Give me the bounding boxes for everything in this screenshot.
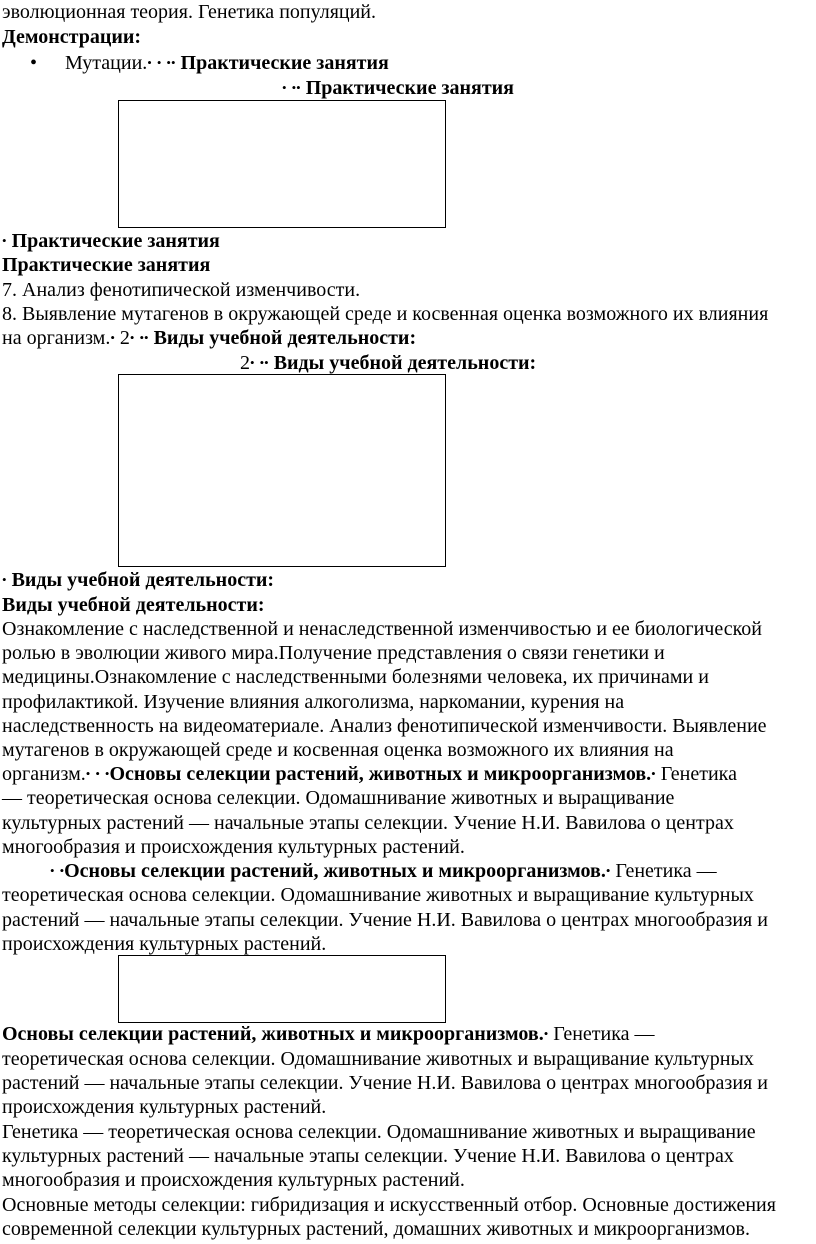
text-line: мутагенов в окружающей среде и косвенная оценка возможного их влияния на [2,739,674,761]
bold-text: Виды учебной деятельности: [273,352,537,374]
bullet-icon: • [144,330,149,345]
text-span: Генетика — [553,1023,655,1045]
bullet-icon: • [156,55,162,70]
bullet-icon: • [605,863,611,878]
bullet-line [2,568,274,592]
bullet-icon: • [291,80,297,95]
bullet-icon: • [282,80,287,95]
bold-text: Основы селекции растений, животных и микроорганизмов. [64,860,606,882]
bold-text: Основы селекции растений, животных и микроорганизмов. [2,1023,544,1045]
bullet-icon: • [2,233,7,248]
bold-text: Практические занятия [11,230,220,252]
list-bullet: • [30,52,38,74]
text-line: профилактикой. Изучение влияния алкоголизма, наркомании, курения на [2,691,625,713]
bullet-icon: • [139,330,145,345]
bold-text: Виды учебной деятельности: [153,327,417,349]
text-line: происхождения культурных растений. [2,933,327,955]
text-span: Генетика [660,763,737,785]
text-line: 8. Выявление мутагенов в окружающей среде и косвенная оценка возможного их влияния [2,303,769,325]
text-line: теоретическая основа селекции. Одомашнивание животных и выращивание культурных [2,1048,754,1070]
bold-text: Основы селекции растений, животных и микроорганизмов. [109,763,652,785]
text-line [2,1022,655,1046]
heading-activities: Виды учебной деятельности: [2,594,265,616]
bullet-icon: • [250,355,255,370]
bullet-icon: • [110,330,115,345]
text-span: 2 [240,352,250,374]
text-line: культурных растений — начальные этапы селекции. Учение Н.И. Вавилова о центрах [2,812,734,834]
text-line [2,762,737,786]
bullet-icon: • [170,55,176,70]
text-span: организм. [2,763,86,785]
bullet-icon: • [651,766,656,781]
text-line: многообразия и происхождения культурных растений. [2,1169,465,1191]
text-line: культурных растений — начальные этапы селекции. Учение Н.И. Вавилова о центрах [2,1145,734,1167]
bullet-icon: • [104,766,110,781]
bullet-icon: • [147,55,152,70]
text-line: — теоретическая основа селекции. Одомашнивание животных и выращивание [2,787,675,809]
bullet-icon: • [85,766,91,781]
list-item-text: Мутации. [65,52,148,74]
bullet-icon: • [543,1026,549,1041]
text-line [2,326,416,350]
bullet-icon: • [50,863,55,878]
bullet-icon: • [166,55,171,70]
bullet-icon: • [264,355,269,370]
bullet-line [2,229,220,253]
list-item-mutations [30,51,389,75]
text-span: 2 [119,327,130,349]
text-line: современной селекции культурных растений, домашних животных и микроорганизмов. [2,1218,750,1240]
image-placeholder [118,955,446,1023]
text-line: Ознакомление с наследственной и ненаследственной изменчивостью и ее биологической [2,618,762,640]
bullet-icon: • [2,572,7,587]
bullet-icon: • [259,355,265,370]
centered-line [282,76,514,100]
text-line: 7. Анализ фенотипической изменчивости. [2,279,361,301]
bold-text: Виды учебной деятельности: [11,569,275,591]
text-line: многообразия и происхождения культурных растений. [2,836,465,858]
text-line [50,859,717,883]
heading-demonstrations: Демонстрации: [2,26,142,48]
bullet-icon: • [59,863,65,878]
text-line: Основные методы селекции: гибридизация и искусственный отбор. Основные достижения [2,1194,776,1216]
text-line: теоретическая основа селекции. Одомашнивание животных и выращивание культурных [2,884,754,906]
image-placeholder [118,100,446,228]
bold-text: Практические занятия [305,77,514,99]
image-placeholder [118,374,446,567]
text-line: эволюционная теория. Генетика популяций. [2,1,377,23]
text-line: растений — начальные этапы селекции. Учение Н.И. Вавилова о центрах многообразия и [2,909,768,931]
heading-practical: Практические занятия [2,254,211,276]
text-span: Генетика — [615,860,717,882]
centered-line [240,351,536,375]
bullet-icon: • [95,766,100,781]
bullet-icon: • [129,330,135,345]
text-line: наследственность на видеоматериале. Анализ фенотипической изменчивости. Выявление [2,715,767,737]
bold-text: Практические занятия [180,52,389,74]
text-line: медицины.Ознакомление с наследственными болезнями человека, их причинами и [2,666,709,688]
text-span: на организм. [2,327,111,349]
text-line: ролью в эволюции живого мира.Получение представления о связи генетики и [2,642,665,664]
text-line: растений — начальные этапы селекции. Учение Н.И. Вавилова о центрах многообразия и [2,1072,768,1094]
text-line: происхождения культурных растений. [2,1096,327,1118]
bullet-icon: • [296,80,301,95]
text-line: Генетика — теоретическая основа селекции. Одомашнивание животных и выращивание [2,1121,756,1143]
